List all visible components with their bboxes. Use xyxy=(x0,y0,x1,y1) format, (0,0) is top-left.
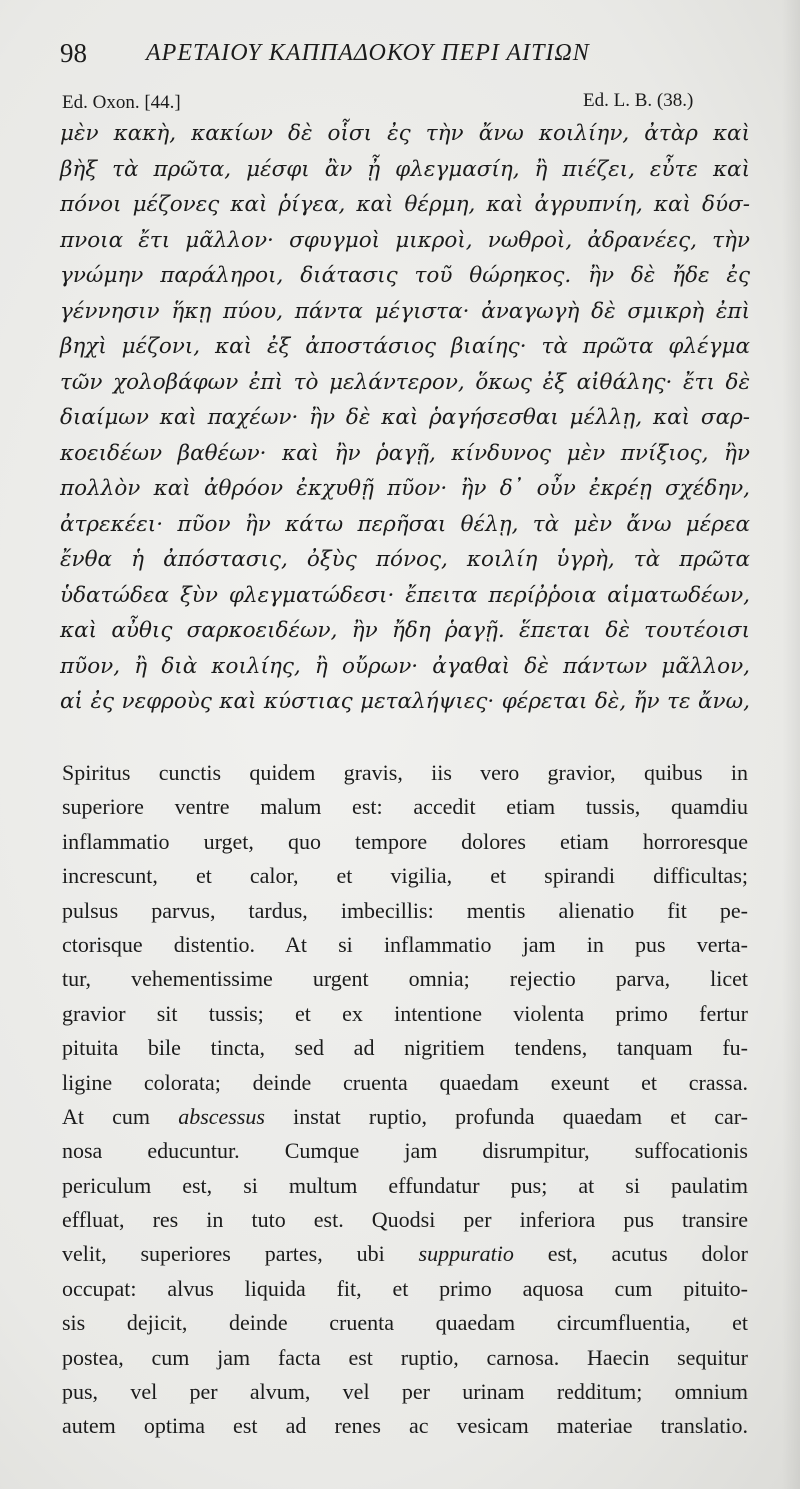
greek-line: κοειδέων βαθέων· καὶ ἢν ῥαγῇ, κίνδυνος μὲν πνίξιος, ἢν xyxy=(60,440,750,466)
latin-translation-block xyxy=(62,756,748,1444)
latin-line: sis dejicit, deinde cruenta quaedam circumfluentia, et xyxy=(62,1310,748,1336)
latin-line: periculum est, si multum effundatur pus; at si paulatim xyxy=(62,1172,748,1198)
greek-line: ἀτρεκέει· πῦον ἢν κάτω περῆσαι θέλῃ, τὰ μὲν ἄνω μέρεα xyxy=(60,511,750,537)
greek-line: πολλὸν καὶ ἀθρόον ἐκχυθῇ πῦον· ἢν δ᾽ οὖν ἐκρέῃ σχέδην, xyxy=(60,476,750,501)
latin-line: pus, vel per alvum, vel per urinam redditum; omnium xyxy=(62,1379,748,1405)
greek-line: βηχὶ μέζονι, καὶ ἐξ ἀποστάσιος βιαίης· τὰ πρῶτα φλέγμα xyxy=(60,334,750,359)
latin-line: effluat, res in tuto est. Quodsi per inferiora pus transire xyxy=(62,1207,748,1233)
latin-line: inflammatio urget, quo tempore dolores etiam horroresque xyxy=(62,828,748,854)
greek-line: μὲν κακὴ, κακίων δὲ οἷσι ἐς τὴν ἄνω κοιλίην, ἀτὰρ καὶ xyxy=(60,121,750,146)
running-head xyxy=(60,38,660,78)
latin-line xyxy=(62,1237,748,1271)
latin-line: gravior sit tussis; et ex intentione violenta primo fertur xyxy=(62,1000,748,1026)
greek-text-block xyxy=(60,116,750,720)
greek-line: τῶν χολοβάφων ἐπὶ τὸ μελάντερον, ὅκως ἐξ αἰθάλης· ἔτι δὲ xyxy=(60,369,750,395)
latin-italic-term: suppuratio xyxy=(418,1241,514,1267)
greek-line: καὶ αὖθις σαρκοειδέων, ἢν ἤδη ῥαγῇ. ἕπεται δὲ τουτέοισι xyxy=(60,618,750,643)
edition-reference-leiden: Ed. L. B. (38.) xyxy=(583,90,694,111)
greek-line: πῦον, ἢ διὰ κοιλίης, ἢ οὔρων· ἀγαθαὶ δὲ πάντων μᾶλλον, xyxy=(60,653,750,679)
greek-line: διαίμων καὶ παχέων· ἢν δὲ καὶ ῥαγήσεσθαι μέλλῃ, καὶ σαρ- xyxy=(60,405,750,430)
page-edge-shadow xyxy=(782,0,800,1489)
greek-line: ἔνθα ἡ ἀπόστασις, ὀξὺς πόνος, κοιλίη ὑγρὴ, τὰ πρῶτα xyxy=(60,547,750,572)
running-title: ΑΡΕΤΑΙΟΥ ΚΑΠΠΑΔΟΚΟΥ ΠΕΡΙ ΑΙΤΙΩΝ xyxy=(146,40,590,66)
greek-line: βὴξ τὰ πρῶτα, μέσφι ἂν ᾖ φλεγμασίη, ἢ πιέζει, εὖτε καὶ xyxy=(60,156,750,182)
greek-line: ὑδατώδεα ξὺν φλεγματώδεσι· ἔπειτα περίῤῥοια αἱματωδέων, xyxy=(60,582,750,608)
latin-line-start: At cum xyxy=(62,1103,151,1129)
latin-line: ligine colorata; deinde cruenta quaedam exeunt et crassa. xyxy=(62,1069,748,1095)
latin-line: autem optima est ad renes ac vesicam materiae translatio. xyxy=(62,1413,748,1439)
latin-line: pituita bile tincta, sed ad nigritiem tendens, tanquam fu- xyxy=(62,1035,748,1061)
latin-line: occupat: alvus liquida fit, et primo aquosa cum pituito- xyxy=(62,1275,748,1301)
greek-line: πνοια ἔτι μᾶλλον· σφυγμοὶ μικροὶ, νωθροὶ, ἀδρανέες, τὴν xyxy=(60,227,750,253)
latin-italic-term: abscessus xyxy=(178,1103,265,1129)
latin-line: ctorisque distentio. At si inflammatio jam in pus verta- xyxy=(62,931,748,957)
latin-line: postea, cum jam facta est ruptio, carnosa. Haecin sequitur xyxy=(62,1344,748,1370)
edition-reference-oxford: Ed. Oxon. [44.] xyxy=(62,92,181,113)
latin-line: Spiritus cunctis quidem gravis, iis vero gravior, quibus in xyxy=(62,760,748,785)
latin-line: increscunt, et calor, et vigilia, et spirandi difficultas; xyxy=(62,863,748,889)
latin-line: pulsus parvus, tardus, imbecillis: mentis alienatio fit pe- xyxy=(62,897,748,923)
greek-line: πόνοι μέζονες καὶ ῥίγεα, καὶ θέρμη, καὶ ἀγρυπνίη, καὶ δύσ- xyxy=(60,192,750,217)
latin-line-end: est, acutus dolor xyxy=(547,1241,748,1267)
greek-line: γέννησιν ἥκῃ πύου, πάντα μέγιστα· ἀναγωγὴ δὲ σμικρὴ ἐπὶ xyxy=(60,298,750,324)
latin-line xyxy=(62,1100,748,1134)
latin-line-end: instat ruptio, profunda quaedam et car- xyxy=(293,1103,749,1129)
greek-line: αἱ ἐς νεφροὺς καὶ κύστιας μεταλήψιες· φέρεται δὲ, ἤν τε ἄνω, xyxy=(60,689,750,714)
latin-line: nosa educuntur. Cumque jam disrumpitur, suffocationis xyxy=(62,1138,748,1164)
page-number: 98 xyxy=(60,38,87,68)
latin-line: tur, vehementissime urgent omnia; rejectio parva, licet xyxy=(62,966,748,992)
latin-line: superiore ventre malum est: accedit etiam tussis, quamdiu xyxy=(62,794,748,820)
latin-line-start: velit, superiores partes, ubi xyxy=(62,1241,385,1267)
greek-line: γνώμην παράληροι, διάτασις τοῦ θώρηκος. ἢν δὲ ἤδε ἐς xyxy=(60,263,750,288)
